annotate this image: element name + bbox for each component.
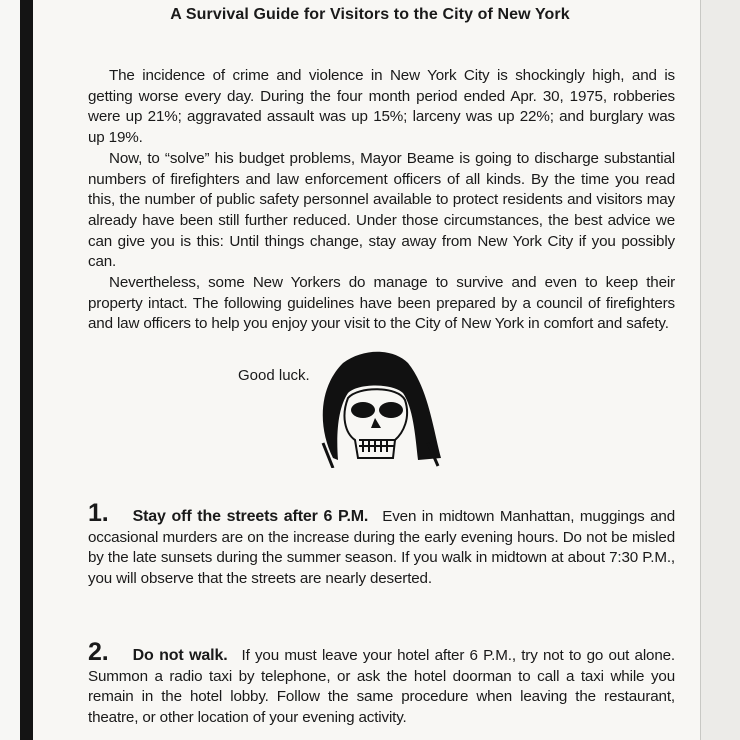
intro-paragraph: Nevertheless, some New Yorkers do manage to survive and even to keep their property intact. The following guidelines have been prepared by a council of firefighters and law officers to help you enjoy your visit to the City of New York in comfort and safety. (88, 274, 675, 333)
page-edge (700, 0, 740, 740)
section-number: 1. (88, 499, 109, 527)
section-number: 2. (88, 638, 109, 666)
binding-bar (20, 0, 33, 740)
section-2 (88, 638, 675, 729)
section-heading: Stay off the streets after 6 P.M. (132, 508, 369, 525)
section-heading: Do not walk. (132, 647, 228, 664)
good-luck-text: Good luck. (238, 367, 310, 384)
intro-paragraph: Now, to “solve” his budget problems, Mayor Beame is going to discharge substantial numbers of firefighters and law enforcement officers of all kinds. By the time you read this, the number of public safety personnel available to protect residents and visitors may already have been still further reduced. Under those circumstances, the best advice we can give you is this: Until things change, stay away from New York City if you possibly can. (88, 149, 675, 271)
section-text: Even in midtown Manhattan, muggings and occasional murders are on the increase during the early evening hours. Do not be misled by the late sunsets during the summer season. If you walk in midtown at about 7:30 P.M., you will observe that the streets are nearly deserted. (88, 508, 675, 588)
section-1 (88, 499, 675, 590)
skull-illustration (303, 348, 443, 468)
scan-margin (0, 0, 20, 740)
intro (88, 66, 675, 335)
page-title: A Survival Guide for Visitors to the City of New York (170, 6, 570, 23)
section-text: If you must leave your hotel after 6 P.M., try not to go out alone. Summon a radio taxi by telephone, or ask the hotel doorman to call a taxi while you remain in the hotel lobby. Follow the same procedure when leaving the restaurant, theatre, or other location of your evening activity. (88, 647, 675, 727)
intro-paragraph: The incidence of crime and violence in New York City is shockingly high, and is getting worse every day. During the four month period ended Apr. 30, 1975, robberies were up 21%; aggravated assault was up 15%; larceny was up 22%; and burglary was up 19%. (88, 67, 675, 147)
